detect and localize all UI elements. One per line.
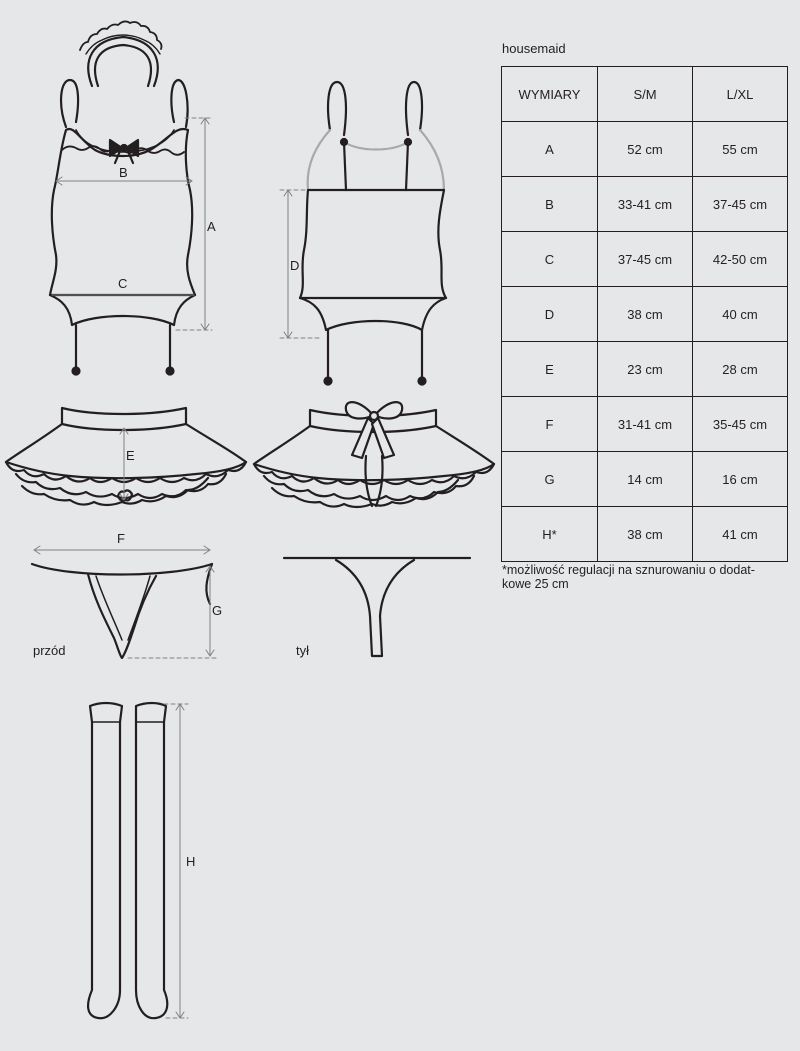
dimension-cell: F bbox=[502, 397, 598, 452]
label-front: przód bbox=[33, 643, 66, 658]
thong-back-drawing bbox=[284, 558, 470, 656]
table-row bbox=[502, 397, 788, 452]
value-lxl-cell: 55 cm bbox=[693, 122, 788, 177]
dimension-cell: H* bbox=[502, 507, 598, 562]
value-lxl-cell: 37-45 cm bbox=[693, 177, 788, 232]
label-b: B bbox=[119, 165, 128, 180]
corset-front-drawing bbox=[50, 80, 212, 375]
value-sm-cell: 23 cm bbox=[598, 342, 693, 397]
value-lxl-cell: 42-50 cm bbox=[693, 232, 788, 287]
dimension-cell: C bbox=[502, 232, 598, 287]
value-sm-cell: 52 cm bbox=[598, 122, 693, 177]
headband-drawing bbox=[80, 21, 162, 86]
value-sm-cell: 38 cm bbox=[598, 287, 693, 342]
dimension-cell: G bbox=[502, 452, 598, 507]
value-lxl-cell: 16 cm bbox=[693, 452, 788, 507]
table-row bbox=[502, 232, 788, 287]
table-row bbox=[502, 287, 788, 342]
value-lxl-cell: 35-45 cm bbox=[693, 397, 788, 452]
table-row bbox=[502, 122, 788, 177]
corset-back-drawing bbox=[280, 82, 446, 385]
label-f: F bbox=[117, 531, 125, 546]
label-h: H bbox=[186, 854, 196, 869]
table-row bbox=[502, 452, 788, 507]
stockings-drawing bbox=[88, 703, 188, 1018]
dimension-cell: D bbox=[502, 287, 598, 342]
dimension-cell: B bbox=[502, 177, 598, 232]
value-sm-cell: 14 cm bbox=[598, 452, 693, 507]
label-back: tył bbox=[296, 643, 309, 658]
dimension-cell: E bbox=[502, 342, 598, 397]
label-d: D bbox=[290, 258, 300, 273]
header-size-lxl: L/XL bbox=[693, 67, 788, 122]
table-row bbox=[502, 177, 788, 232]
table-row bbox=[502, 507, 788, 562]
size-table bbox=[501, 66, 788, 562]
skirt-back-drawing bbox=[254, 402, 494, 507]
label-g: G bbox=[212, 603, 223, 618]
table-row bbox=[502, 342, 788, 397]
value-lxl-cell: 28 cm bbox=[693, 342, 788, 397]
table-header-row bbox=[502, 67, 788, 122]
label-a: A bbox=[207, 219, 216, 234]
value-sm-cell: 33-41 cm bbox=[598, 177, 693, 232]
header-size-sm: S/M bbox=[598, 67, 693, 122]
footnote: *możliwość regulacji na sznurowaniu o dodat-kowe 25 cm bbox=[502, 563, 755, 591]
value-sm-cell: 37-45 cm bbox=[598, 232, 693, 287]
value-sm-cell: 31-41 cm bbox=[598, 397, 693, 452]
label-e: E bbox=[126, 448, 135, 463]
product-title: housemaid bbox=[502, 41, 566, 56]
value-lxl-cell: 41 cm bbox=[693, 507, 788, 562]
thong-front-drawing bbox=[32, 546, 218, 658]
header-dimensions: WYMIARY bbox=[502, 67, 598, 122]
label-c: C bbox=[118, 276, 128, 291]
value-sm-cell: 38 cm bbox=[598, 507, 693, 562]
dimension-cell: A bbox=[502, 122, 598, 177]
value-lxl-cell: 40 cm bbox=[693, 287, 788, 342]
